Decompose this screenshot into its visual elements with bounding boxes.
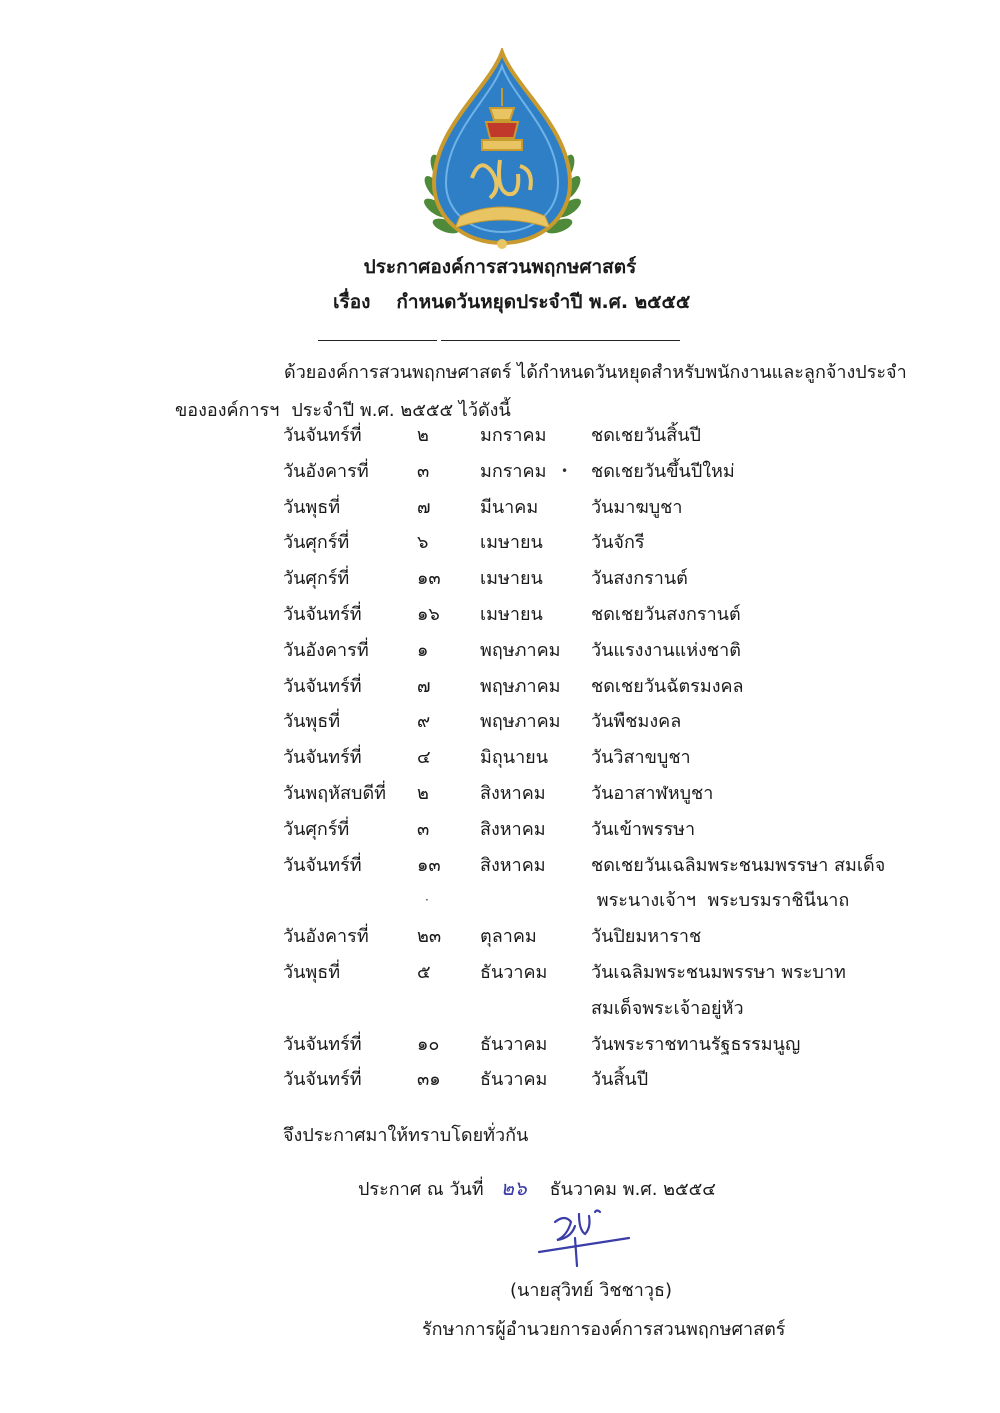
holiday-day: วันพุธที่ bbox=[283, 711, 341, 733]
holiday-day: วันจันทร์ที่ bbox=[283, 1069, 362, 1091]
holiday-name-line: ชดเชยวันสงกรานต์ bbox=[591, 603, 741, 625]
given-suffix: ธันวาคม พ.ศ. ๒๕๕๔ bbox=[549, 1179, 716, 1200]
holiday-day: วันอังคารที่ bbox=[283, 926, 369, 948]
holiday-day: วันจันทร์ที่ bbox=[283, 675, 362, 697]
holiday-name-line: วันเฉลิมพระชนมพรรษา พระบาท bbox=[591, 961, 846, 983]
holiday-name-line: วันสงกรานต์ bbox=[591, 568, 688, 590]
holiday-date: ๓ bbox=[417, 460, 430, 482]
holiday-name bbox=[591, 955, 891, 1027]
holiday-month: ธันวาคม bbox=[480, 961, 548, 983]
holiday-row bbox=[0, 1070, 1000, 1106]
holiday-day: วันอังคารที่ bbox=[283, 639, 369, 661]
holiday-date: ๒๓ bbox=[417, 926, 442, 948]
holiday-date: ๗ bbox=[417, 496, 431, 518]
holiday-day: วันพุธที่ bbox=[283, 496, 341, 518]
holiday-name-line-2: พระนางเจ้าฯ พระบรมราชินีนาถ bbox=[591, 890, 850, 912]
holiday-date: ๒ bbox=[417, 782, 429, 804]
holiday-name bbox=[591, 669, 891, 705]
holiday-day: วันอังคารที่ bbox=[283, 460, 369, 482]
intro-line-1: ด้วยองค์การสวนพฤกษศาสตร์ ได้กำหนดวันหยุดสำหรับพนักงานและลูกจ้างประจำ bbox=[284, 362, 907, 383]
holiday-name bbox=[591, 812, 891, 848]
holiday-month: เมษายน bbox=[480, 532, 543, 554]
holiday-day: วันจันทร์ที่ bbox=[283, 747, 362, 769]
holiday-row bbox=[0, 856, 1000, 928]
holiday-name-line: ชดเชยวันฉัตรมงคล bbox=[591, 675, 744, 697]
holiday-name-line: วันแรงงานแห่งชาติ bbox=[591, 639, 741, 661]
holiday-date: ๙ bbox=[417, 711, 431, 733]
holiday-name bbox=[591, 776, 891, 812]
holiday-name-line: ชดเชยวันขึ้นปีใหม่ bbox=[591, 460, 735, 482]
holiday-name bbox=[591, 454, 891, 490]
holiday-date: ๑๓ bbox=[417, 568, 441, 590]
holiday-month: มิถุนายน bbox=[480, 747, 549, 769]
holiday-name-line: วันมาฆบูชา bbox=[591, 496, 683, 518]
holiday-date: ๑๓ bbox=[417, 854, 441, 876]
holiday-date: ๒ bbox=[417, 425, 429, 446]
holiday-name-line: วันพืชมงคล bbox=[591, 711, 682, 733]
page-title: ประกาศองค์การสวนพฤกษศาสตร์ bbox=[363, 256, 637, 278]
holiday-name bbox=[591, 597, 891, 633]
signer-title: รักษาการผู้อำนวยการองค์การสวนพฤกษศาสตร์ bbox=[422, 1319, 786, 1340]
holiday-day: วันศุกร์ที่ bbox=[283, 818, 350, 840]
holiday-day: วันพฤหัสบดีที่ bbox=[283, 782, 387, 804]
holiday-day: วันจันทร์ที่ bbox=[283, 1033, 362, 1055]
holiday-name-line: วันจักรี bbox=[591, 532, 645, 554]
closing-statement: จึงประกาศมาให้ทราบโดยทั่วกัน bbox=[283, 1125, 529, 1146]
holiday-row bbox=[0, 963, 1000, 1035]
holiday-name-line: วันพระราชทานรัฐธรรมนูญ bbox=[591, 1033, 801, 1055]
holiday-name-line: วันเข้าพรรษา bbox=[591, 818, 696, 840]
intro-line-2b: ประจำปี พ.ศ. ๒๕๕๕ ไว้ดังนี้ bbox=[291, 400, 511, 421]
holiday-name bbox=[591, 919, 891, 955]
holiday-month: ธันวาคม bbox=[480, 1069, 548, 1091]
holiday-name bbox=[591, 525, 891, 561]
holiday-name bbox=[591, 418, 891, 454]
stray-mark: • bbox=[561, 464, 569, 478]
subject-label: เรื่อง bbox=[333, 291, 371, 313]
holiday-name bbox=[591, 1027, 891, 1063]
holiday-date: ๑๖ bbox=[417, 603, 440, 625]
given-prefix: ประกาศ ณ วันที่ bbox=[358, 1179, 484, 1200]
holiday-date: ๑๐ bbox=[417, 1033, 440, 1055]
signer-name: (นายสุวิทย์ วิชชาวุธ) bbox=[510, 1280, 672, 1301]
holiday-name-line: ชดเชยวันสิ้นปี bbox=[591, 425, 701, 446]
holiday-name-line: ชดเชยวันเฉลิมพระชนมพรรษา สมเด็จ bbox=[591, 854, 886, 876]
holiday-month: สิงหาคม bbox=[480, 818, 546, 840]
holiday-date: ๔ bbox=[417, 747, 431, 769]
holiday-month: สิงหาคม bbox=[480, 782, 546, 804]
holiday-month: พฤษภาคม bbox=[480, 711, 561, 733]
holiday-name-line: วันอาสาฬหบูชา bbox=[591, 782, 714, 804]
holiday-date: ๗ bbox=[417, 675, 431, 697]
holiday-month: ธันวาคม bbox=[480, 1033, 548, 1055]
underline-break bbox=[437, 337, 441, 343]
holiday-month: มกราคม bbox=[480, 460, 547, 482]
title-underline bbox=[318, 340, 680, 341]
holiday-month: สิงหาคม bbox=[480, 854, 546, 876]
holiday-day: วันจันทร์ที่ bbox=[283, 854, 362, 876]
holiday-day: วันพุธที่ bbox=[283, 961, 341, 983]
holiday-month: พฤษภาคม bbox=[480, 675, 561, 697]
handwritten-signature bbox=[535, 1208, 635, 1270]
stray-mark: · bbox=[425, 893, 429, 907]
holiday-list bbox=[0, 426, 1000, 1106]
given-day-handwritten: ๒๖ bbox=[500, 1176, 527, 1200]
holiday-name bbox=[591, 740, 891, 776]
holiday-name bbox=[591, 704, 891, 740]
holiday-name bbox=[591, 848, 891, 920]
given-date-line bbox=[358, 1172, 716, 1204]
holiday-name-line: วันปิยมหาราช bbox=[591, 926, 702, 948]
holiday-day: วันศุกร์ที่ bbox=[283, 568, 350, 590]
botanical-garden-logo bbox=[420, 48, 585, 253]
holiday-month: มกราคม bbox=[480, 425, 547, 446]
holiday-date: ๑ bbox=[417, 639, 429, 661]
holiday-date: ๓ bbox=[417, 818, 430, 840]
holiday-month: เมษายน bbox=[480, 568, 543, 590]
holiday-name bbox=[591, 1062, 891, 1098]
holiday-month: ตุลาคม bbox=[480, 926, 537, 948]
intro-line-2a: ขององค์การฯ bbox=[175, 400, 280, 421]
subject-line bbox=[333, 287, 690, 317]
holiday-month: พฤษภาคม bbox=[480, 639, 561, 661]
holiday-day: วันจันทร์ที่ bbox=[283, 603, 362, 625]
subject-text: กำหนดวันหยุดประจำปี พ.ศ. ๒๕๕๕ bbox=[396, 291, 691, 313]
holiday-date: ๕ bbox=[417, 961, 431, 983]
holiday-name bbox=[591, 490, 891, 526]
holiday-name bbox=[591, 633, 891, 669]
holiday-name bbox=[591, 561, 891, 597]
holiday-name-line: วันวิสาขบูชา bbox=[591, 747, 691, 769]
holiday-name-line-2: สมเด็จพระเจ้าอยู่หัว bbox=[591, 997, 744, 1019]
holiday-name-line: วันสิ้นปี bbox=[591, 1069, 649, 1091]
holiday-date: ๖ bbox=[417, 532, 429, 554]
holiday-day: วันศุกร์ที่ bbox=[283, 532, 350, 554]
holiday-month: เมษายน bbox=[480, 603, 543, 625]
holiday-day: วันจันทร์ที่ bbox=[283, 425, 362, 446]
holiday-date: ๓๑ bbox=[417, 1069, 441, 1091]
holiday-month: มีนาคม bbox=[480, 496, 539, 518]
